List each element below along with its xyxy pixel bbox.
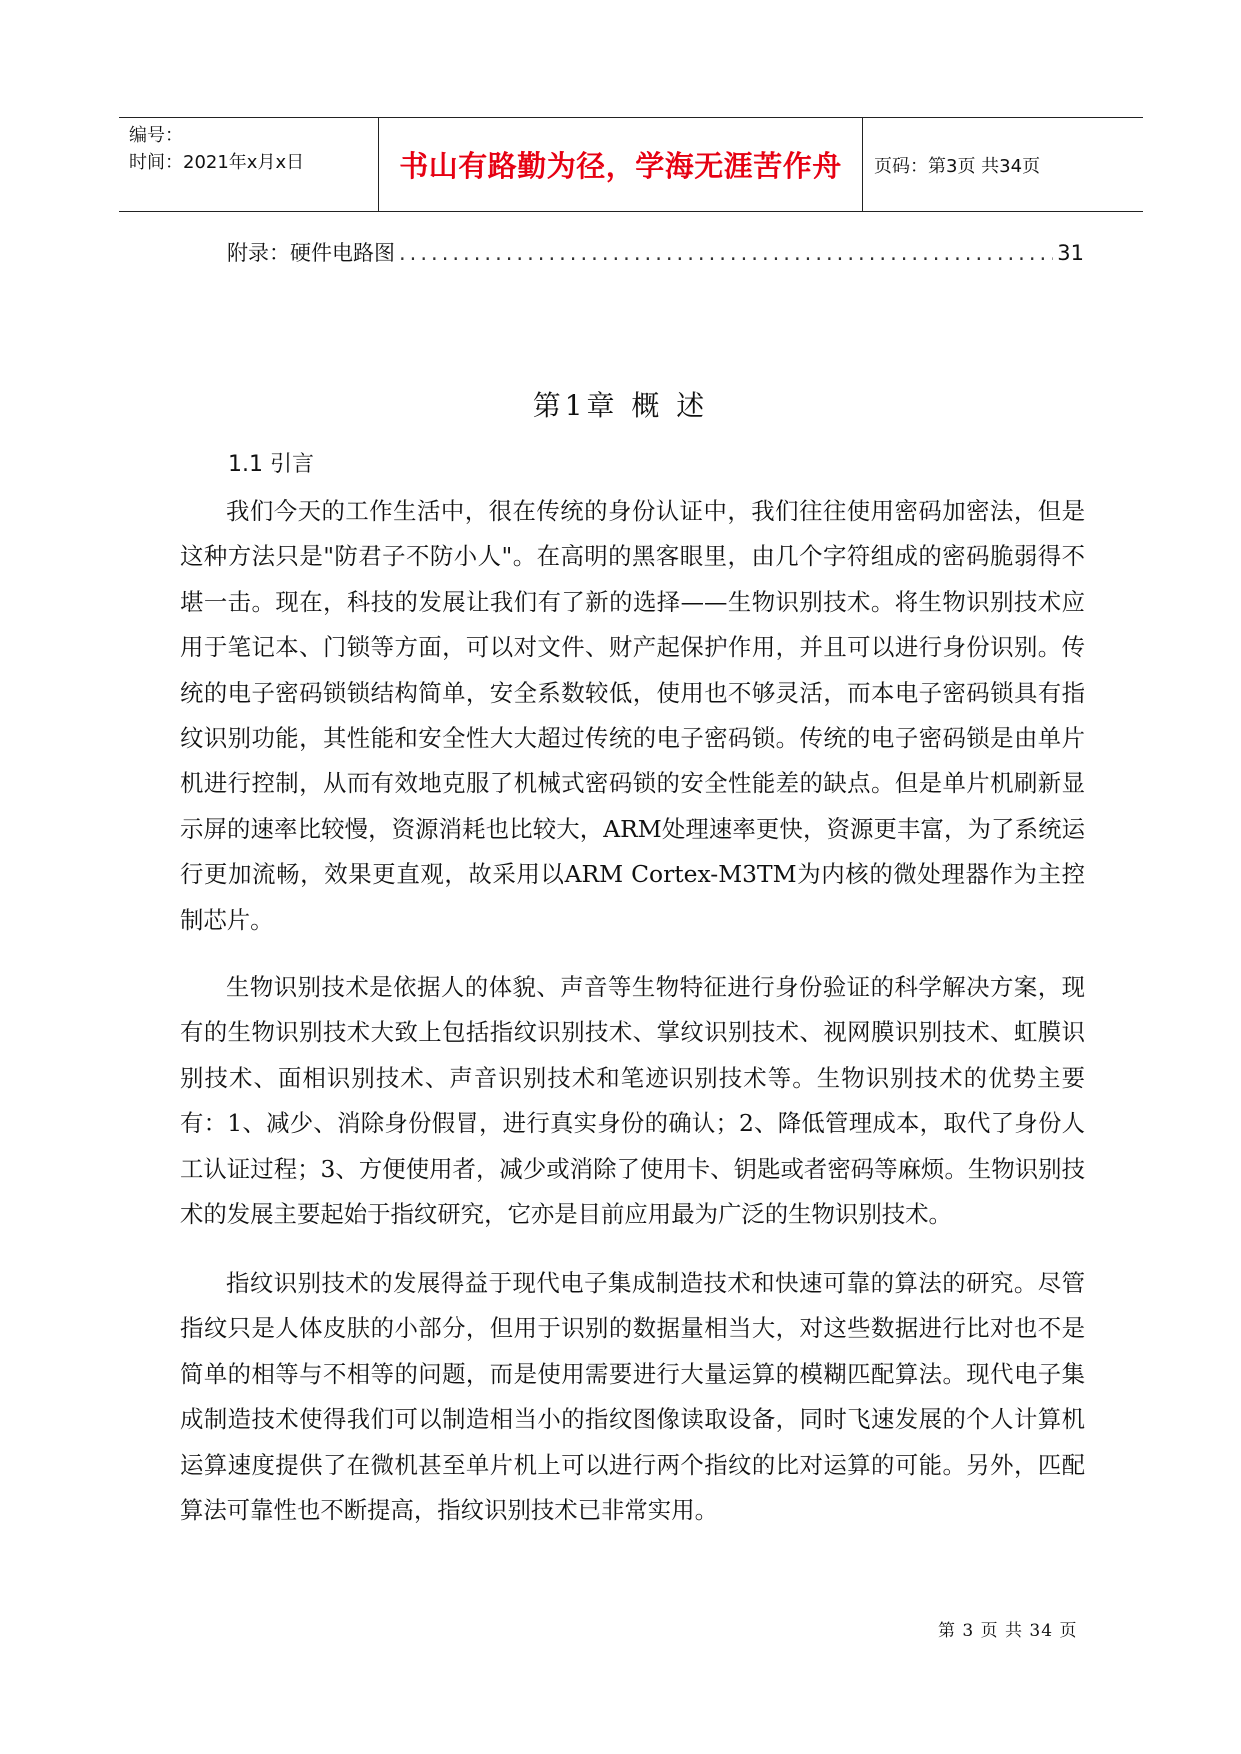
- chapter-title: 第1章 概 述: [532, 389, 709, 422]
- toc-entry[interactable]: [227, 237, 1084, 273]
- header-motto-cell: [378, 118, 863, 211]
- page-footer: 第 3 页 共 34 页: [938, 1621, 1078, 1641]
- toc-entry-page: 31: [1057, 241, 1084, 265]
- document-header-table: [119, 117, 1143, 212]
- header-motto: 书山有路勤为径，学海无涯苦作舟: [399, 149, 842, 183]
- body-paragraph: 指纹识别技术的发展得益于现代电子集成制造技术和快速可靠的算法的研究。尽管指纹只是人体皮肤的小部分，但用于识别的数据量相当大，对这些数据进行比对也不是简单的相等与不相等的问题，而是使用需要进行大量运算的模糊匹配算法。现代电子集成制造技术使得我们可以制造相当小的指纹图像读取设备，同时飞速发展的个人计算机运算速度提供了在微机甚至单片机上可以进行两个指纹的比对运算的可能。另外，匹配算法可靠性也不断提高，指纹识别技术已非常实用。: [180, 1269, 1085, 1525]
- header-left-cell: [119, 118, 378, 211]
- document-number-label: 编号：: [129, 125, 183, 146]
- body-paragraph: 我们今天的工作生活中，很在传统的身份认证中，我们往往使用密码加密法，但是这种方法只是"防君子不防小人"。在高明的黑客眼里，由几个字符组成的密码脆弱得不堪一击。现在，科技的发展让我们有了新的选择——生物识别技术。将生物识别技术应用于笔记本、门锁等方面，可以对文件、财产起保护作用，并且可以进行身份识别。传统的电子密码锁锁结构简单，安全系数较低，使用也不够灵活，而本电子密码锁具有指纹识别功能，其性能和安全性大大超过传统的电子密码锁。传统的电子密码锁是由单片机进行控制，从而有效地克服了机械式密码锁的安全性能差的缺点。但是单片机刷新显示屏的速率比较慢，资源消耗也比较大，ARM处理速率更快，资源更丰富，为了系统运行更加流畅，效果更直观，故采用以ARM Cortex-M3TM为内核的微处理器作为主控制芯片。: [180, 497, 1085, 934]
- body-paragraph-block-1: [180, 489, 1085, 943]
- section-heading: 1.1 引言: [228, 452, 314, 477]
- body-paragraph-block-2: [180, 965, 1085, 1237]
- body-paragraph: 生物识别技术是依据人的体貌、声音等生物特征进行身份验证的科学解决方案，现有的生物识别技术大致上包括指纹识别技术、掌纹识别技术、视网膜识别技术、虹膜识别技术、面相识别技术、声音识别技术和笔迹识别技术等。生物识别技术的优势主要有：1、减少、消除身份假冒，进行真实身份的确认；2、降低管理成本，取代了身份人工认证过程；3、方便使用者，减少或消除了使用卡、钥匙或者密码等麻烦。生物识别技术的发展主要起始于指纹研究，它亦是目前应用最为广泛的生物识别技术。: [180, 973, 1085, 1229]
- header-page-cell: [861, 118, 1143, 211]
- toc-entry-label: 附录：硬件电路图: [227, 241, 395, 265]
- toc-leader-dots: [399, 241, 1053, 265]
- body-paragraph-block-3: [180, 1261, 1085, 1533]
- document-time-label: 时间：2021年x月x日: [129, 152, 305, 173]
- header-page-info: 页码：第3页 共34页: [874, 155, 1041, 177]
